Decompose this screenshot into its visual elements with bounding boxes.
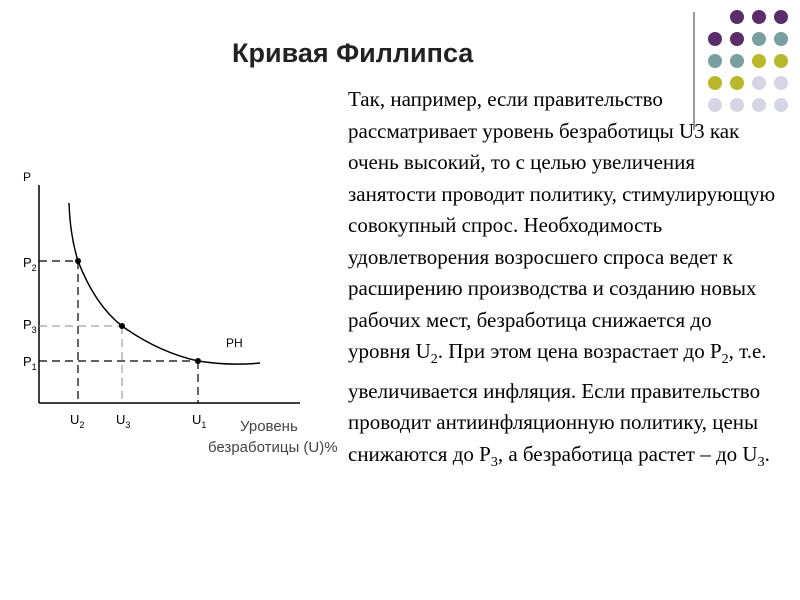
decor-dot <box>708 54 722 68</box>
decor-dot <box>730 10 744 24</box>
decor-dot <box>774 10 788 24</box>
decor-dot <box>752 10 766 24</box>
text-sub-1: 2 <box>430 352 438 367</box>
decor-dot <box>752 32 766 46</box>
text-sub-2: 2 <box>721 352 729 367</box>
guide-lines-light <box>39 326 122 403</box>
curve-label: PH <box>226 336 243 350</box>
text-part-1: Так, например, если правительство рассматривает уровень безработицы U3 как очень высокий, то с целью увеличения занятости проводит политику, стимулирующую совокупный спрос. Необходимость удовлетворения возросшего спроса ведет к расширению производства и созданию новых рабочих мест, безработица снижается до уровня U <box>348 87 776 363</box>
decor-dot <box>730 54 744 68</box>
text-part-3: , т.е. увеличивается инфляция. Если правительство проводит антиинфляционную политику, цены снижаются до P <box>348 339 767 466</box>
point-u2-p2 <box>75 258 81 264</box>
tick-label-p1: $P_1$ <box>23 354 37 372</box>
x-axis-label-line1: Уровень <box>240 418 298 435</box>
tick-label-u3: $U_3$ <box>116 412 131 430</box>
tick-label-p3: $P_3$ <box>23 317 37 335</box>
body-text <box>348 84 778 478</box>
point-u1-p1 <box>195 358 201 364</box>
decor-dot <box>774 32 788 46</box>
text-part-5: . <box>764 441 770 466</box>
text-part-4: , а безработица растет – до U <box>497 441 758 466</box>
point-u3-p3 <box>119 323 125 329</box>
decor-dot <box>752 54 766 68</box>
tick-label-u2: $U_2$ <box>70 412 85 430</box>
decor-dot <box>730 32 744 46</box>
phillips-curve-chart <box>0 160 345 470</box>
guide-lines <box>39 261 198 403</box>
text-part-2: . При этом цена возрастает до P <box>437 339 722 363</box>
text-sub-3: 3 <box>490 454 498 470</box>
slide-title: Кривая Филлипса <box>232 38 474 68</box>
text-sub-4: 3 <box>757 454 765 470</box>
decor-dot <box>708 32 722 46</box>
decor-dot <box>774 54 788 68</box>
x-axis-label-line2: безработицы (U)% <box>208 439 338 456</box>
tick-label-u1: $U_1$ <box>192 412 207 430</box>
tick-label-p2: $P_2$ <box>23 255 37 273</box>
y-axis-label: P <box>23 170 32 184</box>
